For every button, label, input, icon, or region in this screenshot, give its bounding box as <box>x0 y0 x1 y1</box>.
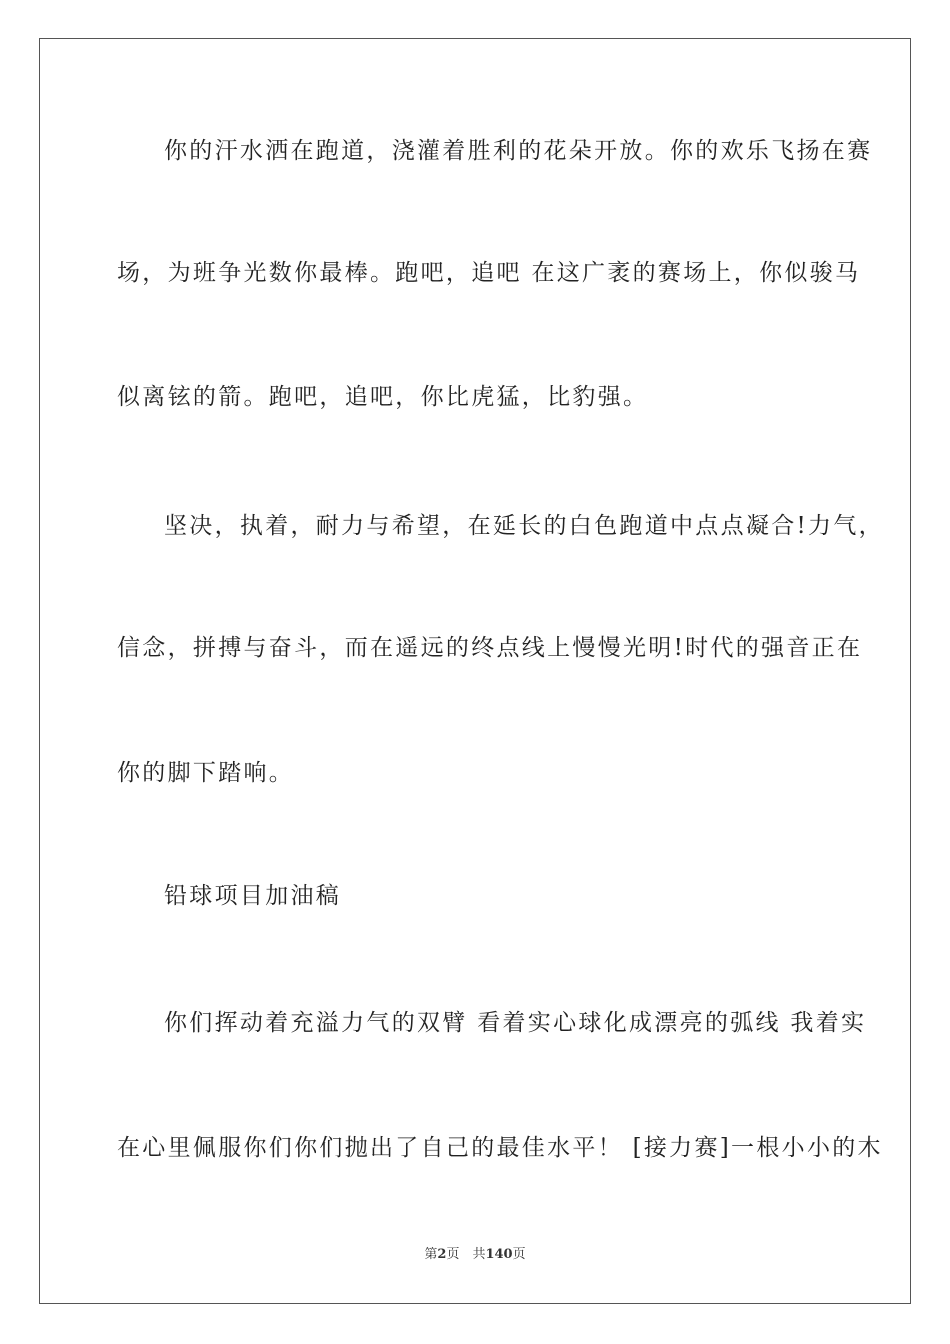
paragraph-line: 坚决，执着，耐力与希望，在延长的白色跑道中点点凝合!力气， <box>164 513 884 539</box>
total-page-count: 140 <box>485 1247 513 1262</box>
paragraph-line: 你的脚下踏响。 <box>117 760 295 786</box>
paragraph-line: 信念，拼搏与奋斗，而在遥远的终点线上慢慢光明!时代的强音正在 <box>117 635 863 661</box>
footer-suffix: 页 <box>512 1247 526 1262</box>
paragraph-line: 场，为班争光数你最棒。跑吧，追吧 在这广袤的赛场上，你似骏马 <box>117 260 861 286</box>
footer-mid: 页 共 <box>446 1247 486 1262</box>
paragraph-line: 你的汗水洒在跑道，浇灌着胜利的花朵开放。你的欢乐飞扬在赛 <box>164 138 873 164</box>
paragraph-line: 似离铉的箭。跑吧，追吧，你比虎猛，比豹强。 <box>117 384 649 410</box>
paragraph-line: 你们挥动着充溢力气的双臂 看着实心球化成漂亮的弧线 我着实 <box>164 1010 867 1036</box>
footer-prefix: 第 <box>424 1247 438 1262</box>
page-footer <box>0 1246 950 1264</box>
page-border <box>39 38 911 1304</box>
section-heading: 铅球项目加油稿 <box>164 883 342 909</box>
paragraph-line: 在心里佩服你们你们抛出了自己的最佳水平！ [接力赛]一根小小的木 <box>117 1135 883 1161</box>
current-page-number: 2 <box>437 1247 447 1262</box>
